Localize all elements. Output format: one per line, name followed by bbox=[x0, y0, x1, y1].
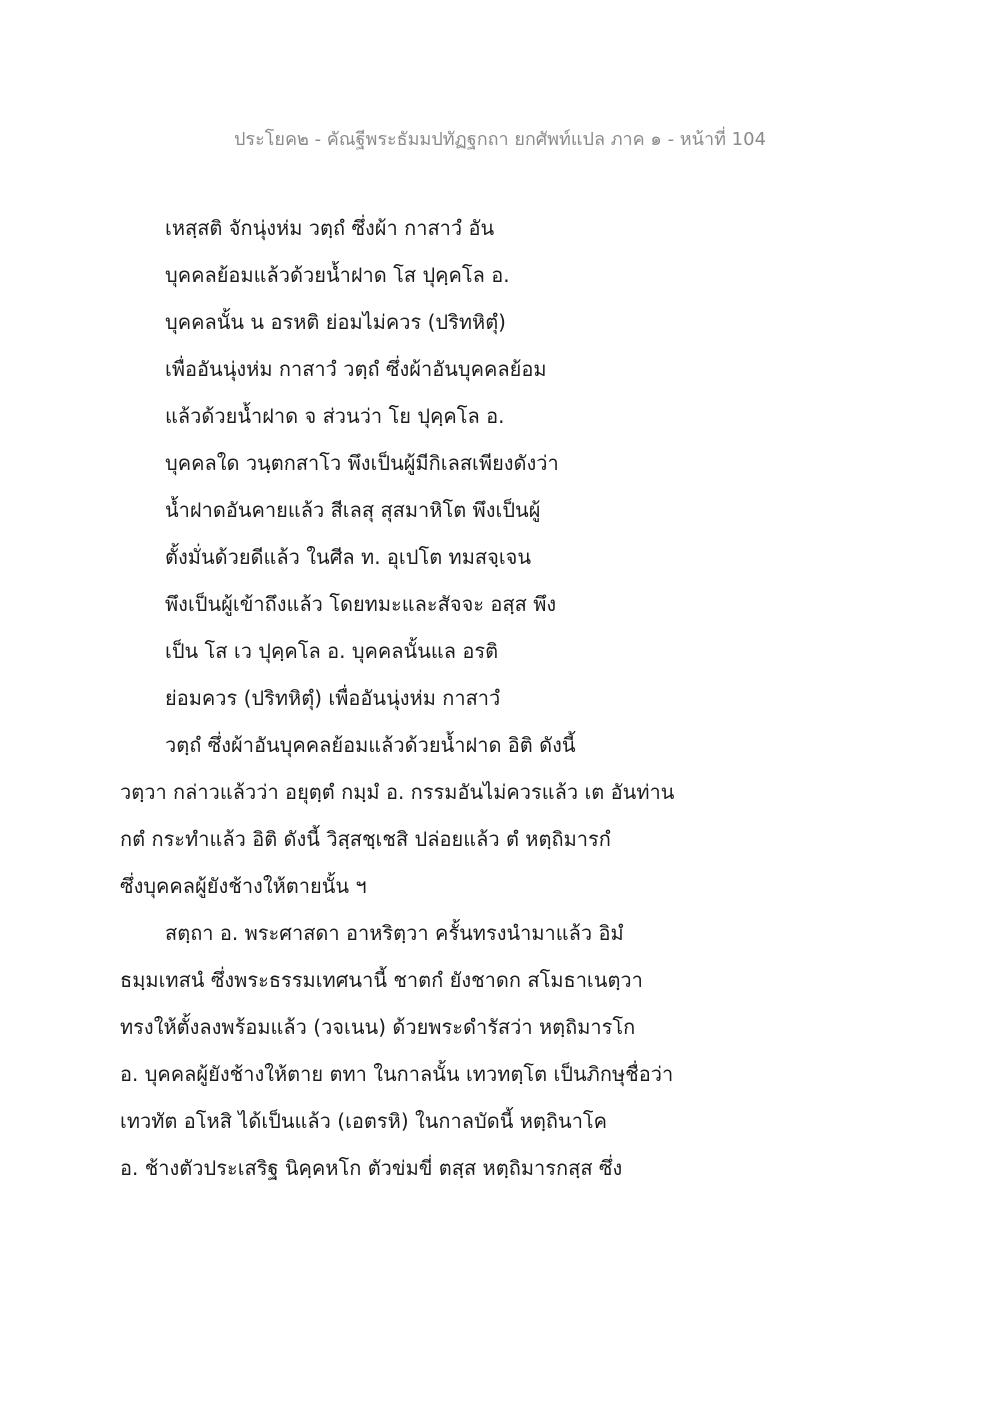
text-line: ธมฺมเทสนํ ซึ่งพระธรรมเทศนานี้ ชาตกํ ยังชาดก สโมธาเนตฺวา bbox=[120, 968, 643, 992]
text-line: ตั้งมั่นด้วยดีแล้ว ในศีล ท. อุเปโต ทมสจฺเจน bbox=[165, 545, 532, 569]
text-line: กตํ กระทำแล้ว อิติ ดังนี้ วิสฺสชฺเชสิ ปล่อยแล้ว ตํ หตฺถิมารกํ bbox=[120, 827, 611, 851]
text-line: บุคคลนั้น น อรหติ ย่อมไม่ควร (ปริทหิตุํ) bbox=[165, 310, 506, 334]
text-line: สตฺถา อ. พระศาสดา อาหริตฺวา ครั้นทรงนำมาแล้ว อิมํ bbox=[165, 921, 624, 945]
text-line: วตฺถํ ซึ่งผ้าอันบุคคลย้อมแล้วด้วยน้ำฝาด อิติ ดังนี้ bbox=[165, 733, 576, 757]
text-line: แล้วด้วยน้ำฝาด จ ส่วนว่า โย ปุคฺคโล อ. bbox=[165, 404, 505, 428]
text-line: บุคคลย้อมแล้วด้วยน้ำฝาด โส ปุคฺคโล อ. bbox=[165, 263, 510, 287]
text-line: อ. ช้างตัวประเสริฐ นิคฺคหโก ตัวข่มขี่ ตสฺส หตฺถิมารกสฺส ซึ่ง bbox=[120, 1156, 623, 1180]
running-header: ประโยค๒ - คัณฐีพระธัมมปทัฏฐกถา ยกศัพท์แปล ภาค ๑ - หน้าที่ 104 bbox=[233, 129, 767, 150]
text-line: เทวทัต อโหสิ ได้เป็นแล้ว (เอตรหิ) ในกาลบัดนี้ หตฺถินาโค bbox=[120, 1109, 608, 1133]
text-line: ย่อมควร (ปริทหิตุํ) เพื่ออันนุ่งห่ม กาสาวํ bbox=[165, 686, 501, 710]
text-line: เพื่ออันนุ่งห่ม กาสาวํ วตฺถํ ซึ่งผ้าอันบุคคลย้อม bbox=[165, 357, 547, 381]
text-line: น้ำฝาดอันคายแล้ว สีเลสุ สุสมาหิโต พึงเป็นผู้ bbox=[165, 498, 541, 522]
text-line: เป็น โส เว ปุคฺคโล อ. บุคคลนั้นแล อรติ bbox=[165, 639, 499, 663]
text-line: ทรงให้ตั้งลงพร้อมแล้ว (วจเนน) ด้วยพระดำรัสว่า หตฺถิมารโก bbox=[120, 1015, 636, 1039]
text-line: อ. บุคคลผู้ยังช้างให้ตาย ตทา ในกาลนั้น เทวทตฺโต เป็นภิกษุชื่อว่า bbox=[120, 1062, 674, 1086]
text-line: พึงเป็นผู้เข้าถึงแล้ว โดยทมะและสัจจะ อสฺส พึง bbox=[165, 592, 557, 616]
text-line: เหสฺสติ จักนุ่งห่ม วตฺถํ ซึ่งผ้า กาสาวํ อัน bbox=[165, 216, 495, 240]
text-line: วตฺวา กล่าวแล้วว่า อยุตฺตํ กมฺมํ อ. กรรมอันไม่ควรแล้ว เต อันท่าน bbox=[120, 780, 675, 804]
text-line: บุคคลใด วนฺตกสาโว พึงเป็นผู้มีกิเลสเพียงดังว่า bbox=[165, 451, 559, 475]
text-line: ซึ่งบุคคลผู้ยังช้างให้ตายนั้น ฯ bbox=[120, 874, 367, 898]
